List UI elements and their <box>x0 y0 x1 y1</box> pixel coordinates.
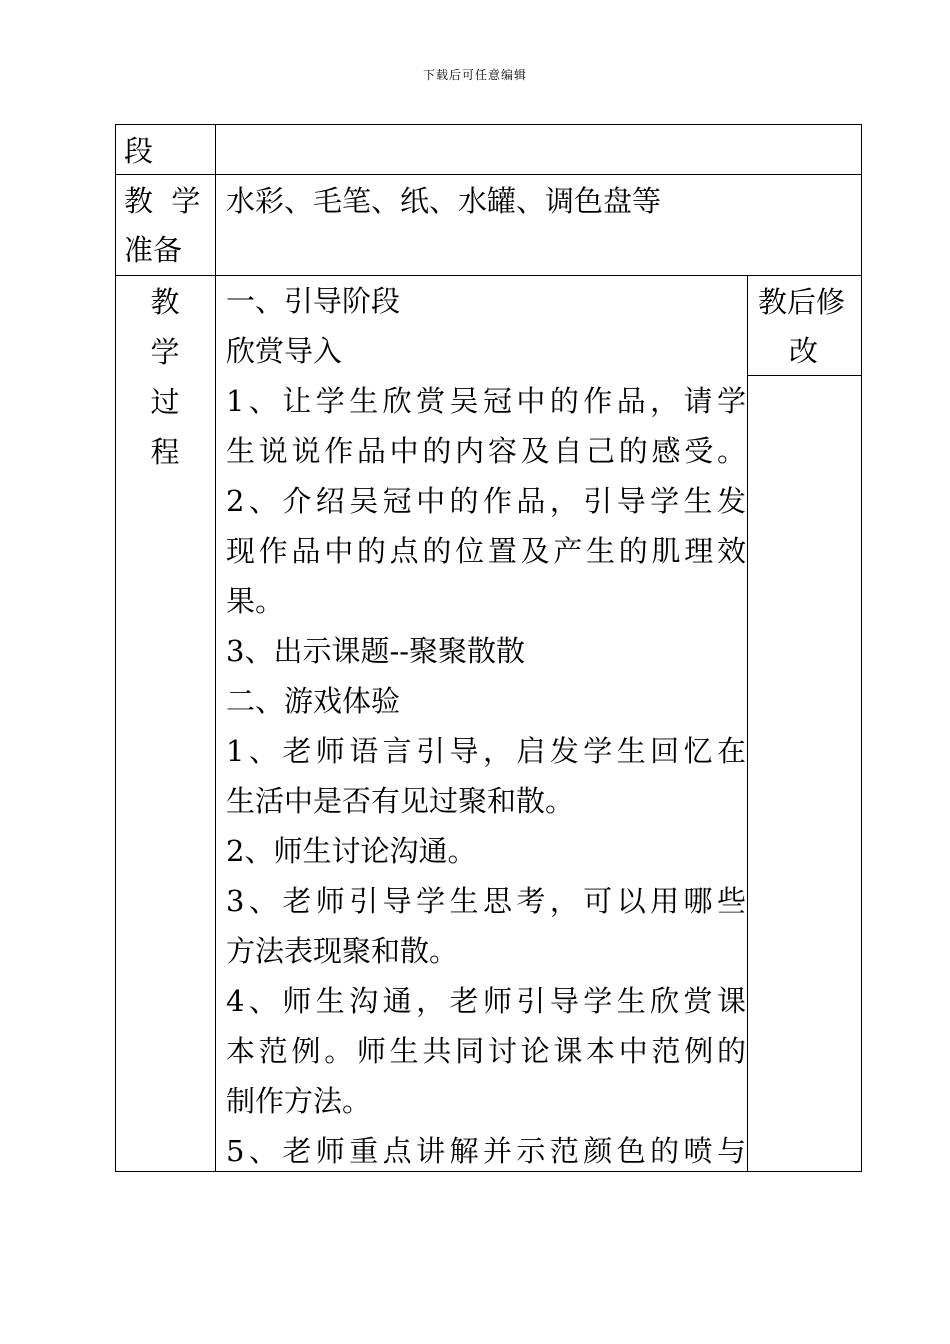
process-label-char: 程 <box>150 435 180 469</box>
process-line: 生活中是否有见过聚和散。 <box>226 784 575 818</box>
prep-label-line2: 准备 <box>124 233 183 267</box>
row-divider-1 <box>115 174 862 175</box>
process-line: 3、出示课题--聚聚散散 <box>226 634 526 668</box>
process-line: 制作方法。 <box>226 1084 372 1118</box>
prep-label-line1: 教 学 <box>124 184 201 218</box>
process-line: 5、老师重点讲解并示范颜色的喷与 <box>226 1134 746 1168</box>
revision-label-line1: 教后修 <box>758 285 846 319</box>
process-line: 本范例。师生共同讨论课本中范例的 <box>226 1034 746 1068</box>
process-line: 2、师生讨论沟通。 <box>226 834 477 868</box>
page-header-note: 下载后可任意编辑 <box>422 68 527 82</box>
process-line: 1、老师语言引导，启发学生回忆在 <box>226 734 746 768</box>
label-column-divider <box>215 124 216 1172</box>
process-line: 4、师生沟通，老师引导学生欣赏课 <box>226 984 746 1018</box>
process-content <box>226 276 746 1176</box>
prep-content: 水彩、毛笔、纸、水罐、调色盘等 <box>226 184 662 218</box>
table-border-right <box>861 124 862 1172</box>
table-border-top <box>115 124 862 125</box>
process-label-char: 学 <box>150 335 180 369</box>
process-label-char: 过 <box>150 385 180 419</box>
process-label <box>115 277 215 477</box>
stage-label: 段 <box>124 134 154 168</box>
process-line: 欣赏导入 <box>226 334 343 368</box>
revision-column-divider <box>747 275 748 1172</box>
process-line: 3、老师引导学生思考，可以用哪些 <box>226 884 746 918</box>
process-label-char: 教 <box>150 285 180 319</box>
process-line: 现作品中的点的位置及产生的肌理效 <box>226 534 746 568</box>
process-line: 2、介绍吴冠中的作品，引导学生发 <box>226 484 746 518</box>
lesson-plan-table <box>115 124 862 1172</box>
process-line: 1、让学生欣赏吴冠中的作品，请学 <box>226 384 746 418</box>
process-line: 方法表现聚和散。 <box>226 934 459 968</box>
process-line: 二、游戏体验 <box>226 684 401 718</box>
process-line: 生说说作品中的内容及自己的感受。 <box>226 434 746 468</box>
revision-label-line2: 改 <box>789 334 819 368</box>
process-line: 果。 <box>226 584 285 618</box>
process-line: 一、引导阶段 <box>226 284 401 318</box>
